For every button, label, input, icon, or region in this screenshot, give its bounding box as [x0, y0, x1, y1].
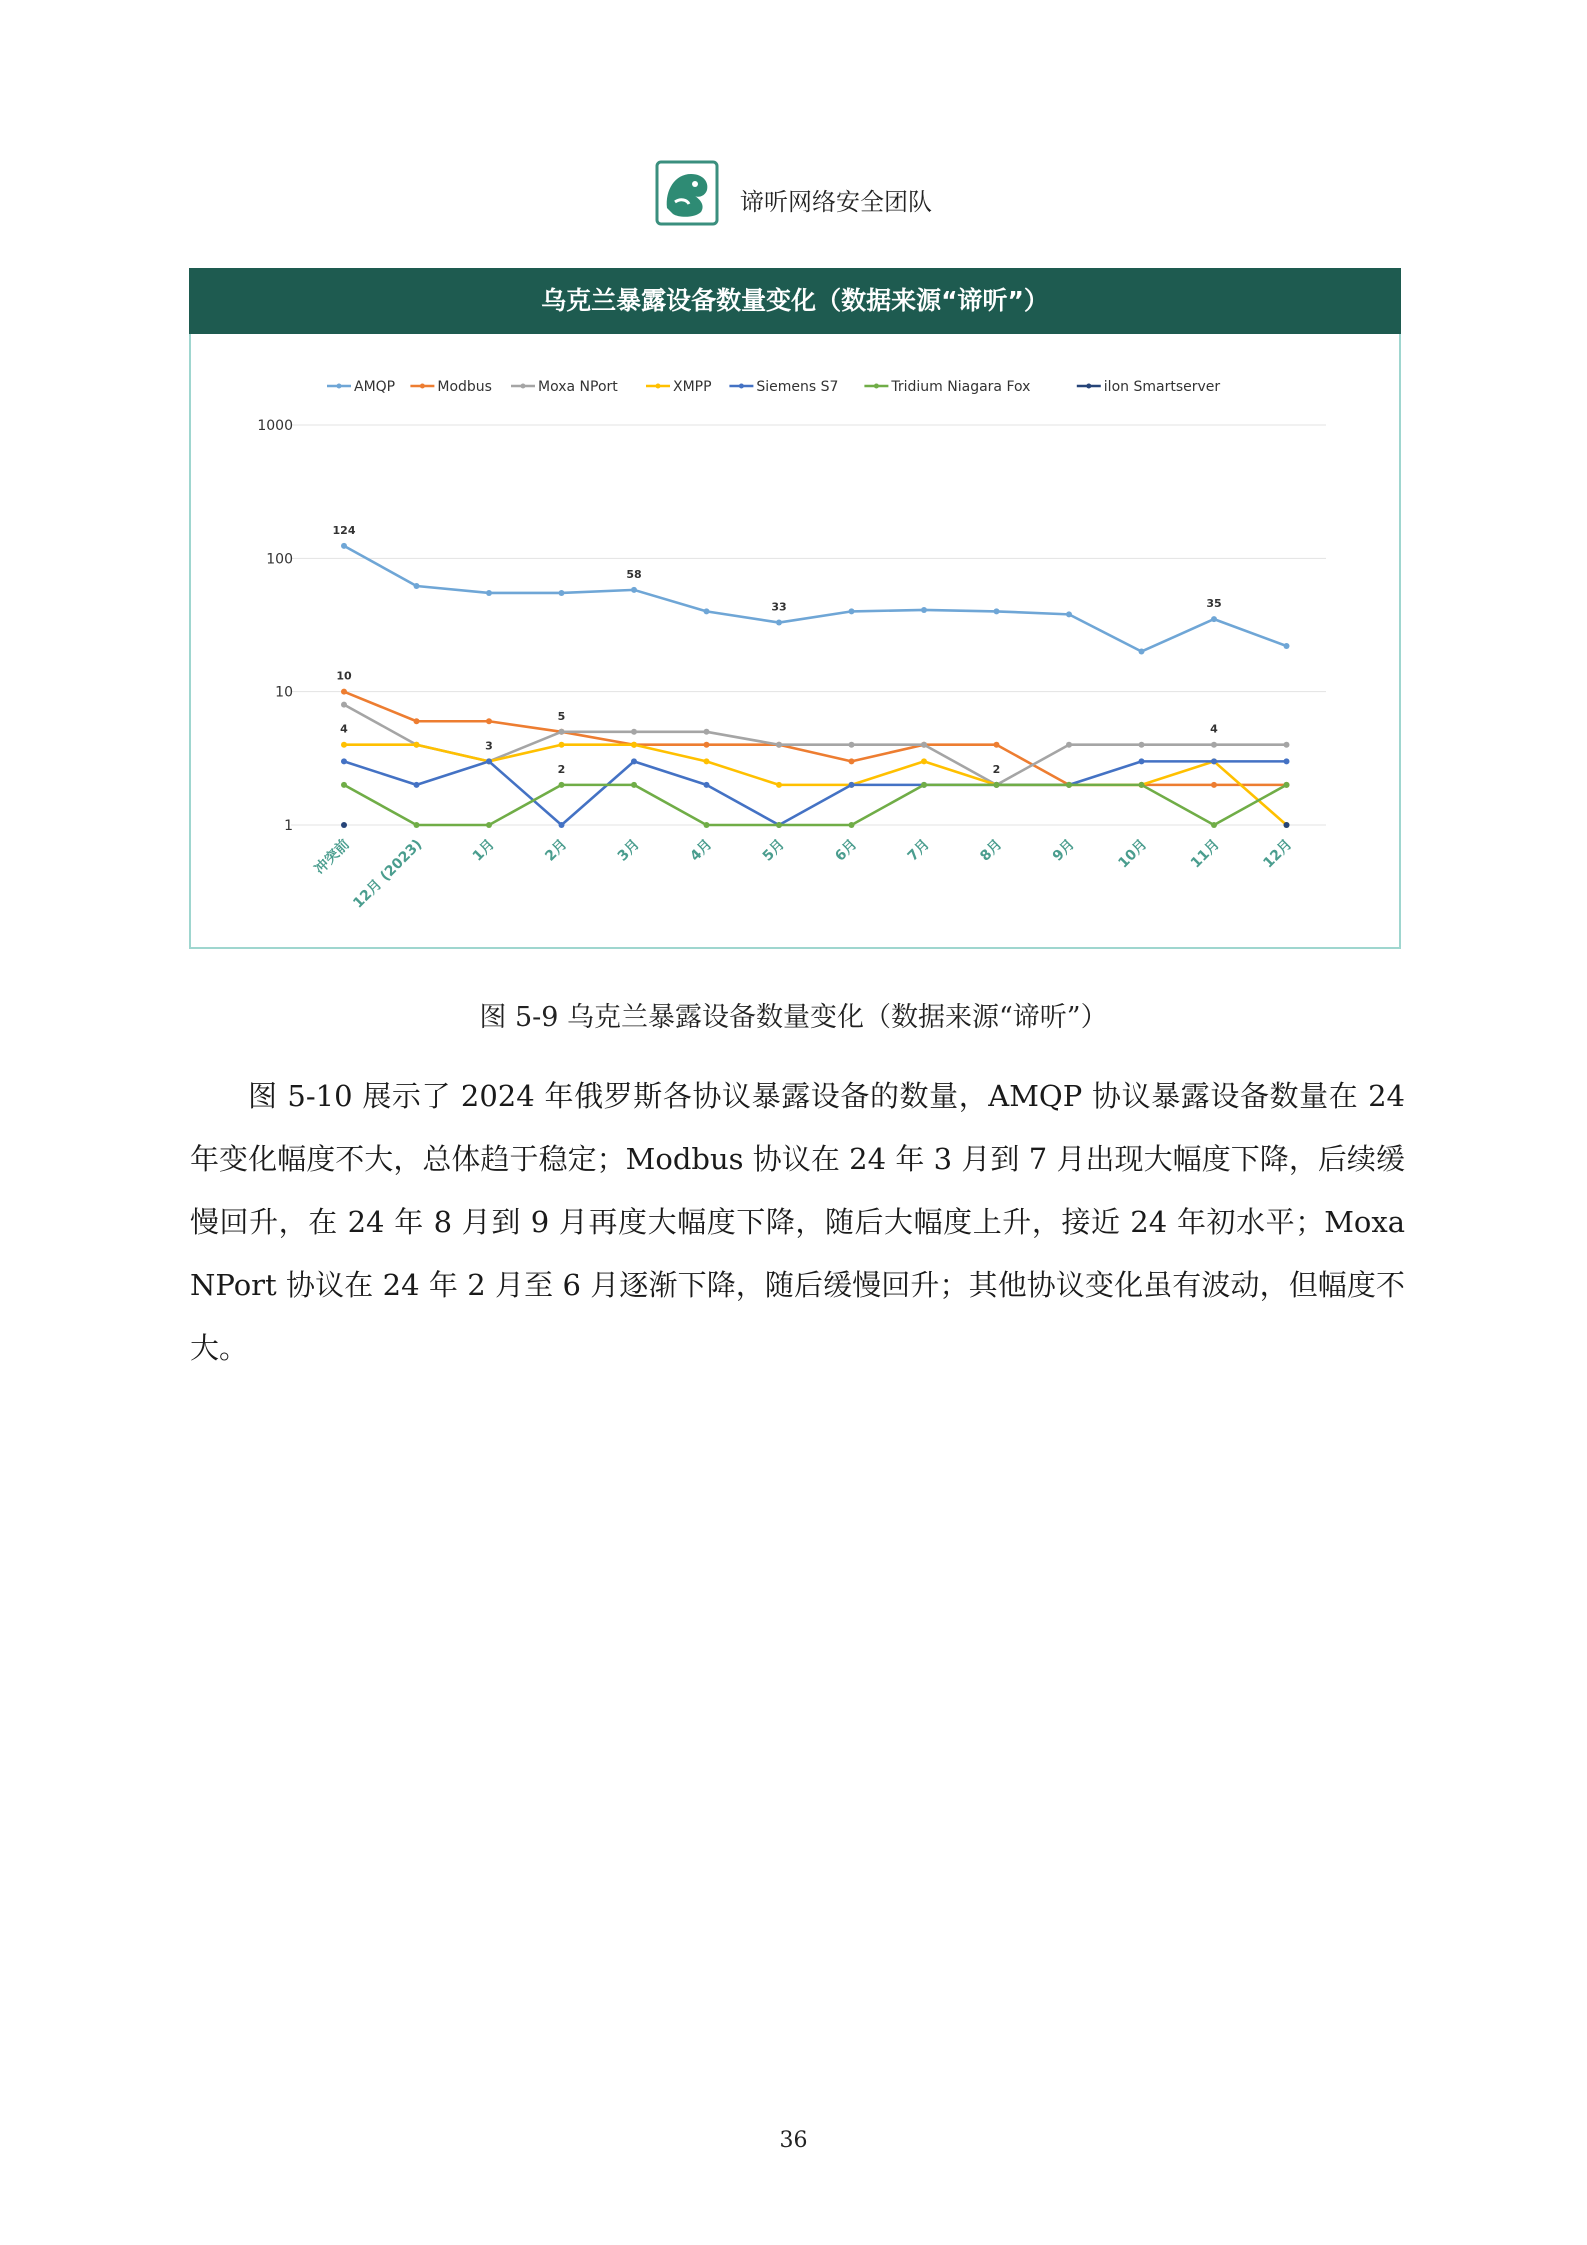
data-point: [1211, 742, 1217, 748]
data-point: [414, 583, 420, 589]
data-point: [994, 782, 1000, 788]
x-tick-label: 6月: [832, 836, 861, 865]
x-tick-label: 2月: [542, 836, 571, 865]
data-point: [486, 758, 492, 764]
legend-marker: [521, 384, 526, 389]
legend-entry: Tridium Niagara Fox: [891, 379, 1031, 395]
legend-entry: Moxa NPort: [538, 379, 618, 395]
data-point: [414, 742, 420, 748]
data-point: [631, 729, 637, 735]
data-point: [559, 729, 565, 735]
legend-marker: [337, 384, 342, 389]
data-point: [631, 742, 637, 748]
data-point: [341, 742, 347, 748]
data-label: 2: [992, 762, 1001, 776]
legend-marker: [874, 384, 879, 389]
data-point: [994, 608, 1000, 614]
data-point: [776, 742, 782, 748]
legend-entry: ilon Smartserver: [1103, 379, 1221, 395]
x-tick-label: 冲突前: [311, 836, 353, 878]
data-point: [704, 822, 710, 828]
data-point: [776, 620, 782, 626]
data-point: [1284, 643, 1290, 649]
series-line: [344, 761, 1287, 825]
org-name: 谛听网络安全团队: [740, 188, 932, 216]
data-point: [341, 758, 347, 764]
data-point: [1139, 782, 1145, 788]
x-tick-label: 9月: [1049, 836, 1078, 865]
team-logo-icon: [655, 160, 719, 226]
page-header: [0, 160, 1587, 240]
y-tick-label: 1000: [257, 418, 293, 434]
data-point: [414, 822, 420, 828]
data-label: 10: [336, 669, 352, 683]
data-label: 35: [1206, 597, 1222, 611]
data-point: [1211, 616, 1217, 622]
x-tick-label: 8月: [977, 836, 1006, 865]
data-label: 33: [771, 600, 787, 614]
data-point: [1066, 742, 1072, 748]
data-point: [486, 822, 492, 828]
x-tick-label: 12月 (2023): [350, 836, 426, 912]
x-tick-label: 10月: [1115, 836, 1151, 872]
data-point: [1284, 822, 1290, 828]
data-point: [704, 729, 710, 735]
chart-panel: [189, 334, 1401, 949]
series-line: [344, 692, 1287, 785]
series-line: [344, 546, 1287, 652]
data-point: [1211, 782, 1217, 788]
chart-figure: [189, 268, 1401, 951]
x-tick-label: 5月: [759, 836, 788, 865]
legend-marker: [420, 384, 425, 389]
data-point: [559, 782, 565, 788]
data-point: [921, 607, 927, 613]
x-tick-label: 3月: [614, 836, 643, 865]
data-point: [849, 822, 855, 828]
page-number: 36: [779, 2128, 808, 2153]
x-tick-label: 4月: [687, 836, 716, 865]
data-point: [559, 742, 565, 748]
legend-marker: [739, 384, 744, 389]
data-point: [631, 758, 637, 764]
data-point: [1139, 758, 1145, 764]
data-point: [341, 782, 347, 788]
data-point: [1284, 758, 1290, 764]
data-point: [631, 782, 637, 788]
data-point: [704, 742, 710, 748]
data-point: [704, 758, 710, 764]
data-label: 4: [340, 722, 348, 736]
data-point: [414, 782, 420, 788]
y-tick-label: 10: [275, 684, 293, 701]
data-point: [1139, 742, 1145, 748]
data-point: [994, 742, 1000, 748]
body-paragraph: 图 5-10 展示了 2024 年俄罗斯各协议暴露设备的数量，AMQP 协议暴露设备数量在 24 年变化幅度不大，总体趋于稳定；Modbus 协议在 24 年 3 月到 7 月出现大幅度下降，后续缓慢回升，在 24 年 8 月到 9 月再度大幅度下降，随后大幅度上升，接近 24 年初水平；Moxa NPort 协议在 24 年 2 月至 6 月逐渐下降，随后缓慢回升；其他协议变化虽有波动，但幅度不大。: [190, 1079, 1405, 1365]
data-point: [341, 689, 347, 695]
data-label: 3: [485, 739, 493, 753]
data-point: [921, 782, 927, 788]
data-point: [1066, 611, 1072, 617]
legend-entry: Siemens S7: [756, 379, 839, 395]
data-point: [776, 822, 782, 828]
x-tick-label: 1月: [469, 836, 498, 865]
chart-title: 乌克兰暴露设备数量变化（数据来源“谛听”）: [189, 268, 1401, 334]
data-point: [341, 543, 347, 549]
data-label: 124: [332, 523, 356, 537]
legend-marker: [1086, 384, 1091, 389]
data-label: 58: [626, 567, 642, 581]
data-point: [921, 758, 927, 764]
data-point: [486, 590, 492, 596]
data-point: [1139, 649, 1145, 655]
data-point: [704, 782, 710, 788]
data-point: [341, 702, 347, 708]
data-point: [849, 742, 855, 748]
legend-entry: Modbus: [437, 379, 492, 395]
data-point: [341, 822, 347, 828]
y-tick-label: 100: [266, 551, 293, 568]
data-label: 4: [1210, 722, 1218, 736]
data-point: [849, 782, 855, 788]
data-point: [849, 758, 855, 764]
data-point: [1284, 782, 1290, 788]
data-point: [486, 718, 492, 724]
data-point: [559, 590, 565, 596]
data-point: [414, 718, 420, 724]
legend-marker: [656, 384, 661, 389]
line-chart: [191, 334, 1399, 947]
y-tick-label: 1: [284, 818, 293, 834]
series-line: [344, 745, 1287, 825]
data-point: [704, 608, 710, 614]
data-point: [776, 782, 782, 788]
data-label: 2: [557, 762, 566, 776]
data-point: [559, 822, 565, 828]
data-point: [849, 608, 855, 614]
data-point: [631, 587, 637, 593]
data-label: 5: [557, 709, 566, 723]
data-point: [1211, 758, 1217, 764]
data-point: [1211, 822, 1217, 828]
data-point: [921, 742, 927, 748]
data-point: [1284, 742, 1290, 748]
x-tick-label: 7月: [904, 836, 933, 865]
x-tick-label: 12月: [1260, 836, 1296, 872]
legend-entry: AMQP: [354, 379, 396, 395]
data-point: [1066, 782, 1072, 788]
legend-entry: XMPP: [673, 379, 712, 395]
x-tick-label: 11月: [1187, 836, 1223, 872]
figure-caption: 图 5-9 乌克兰暴露设备数量变化（数据来源“谛听”）: [479, 1002, 1108, 1033]
